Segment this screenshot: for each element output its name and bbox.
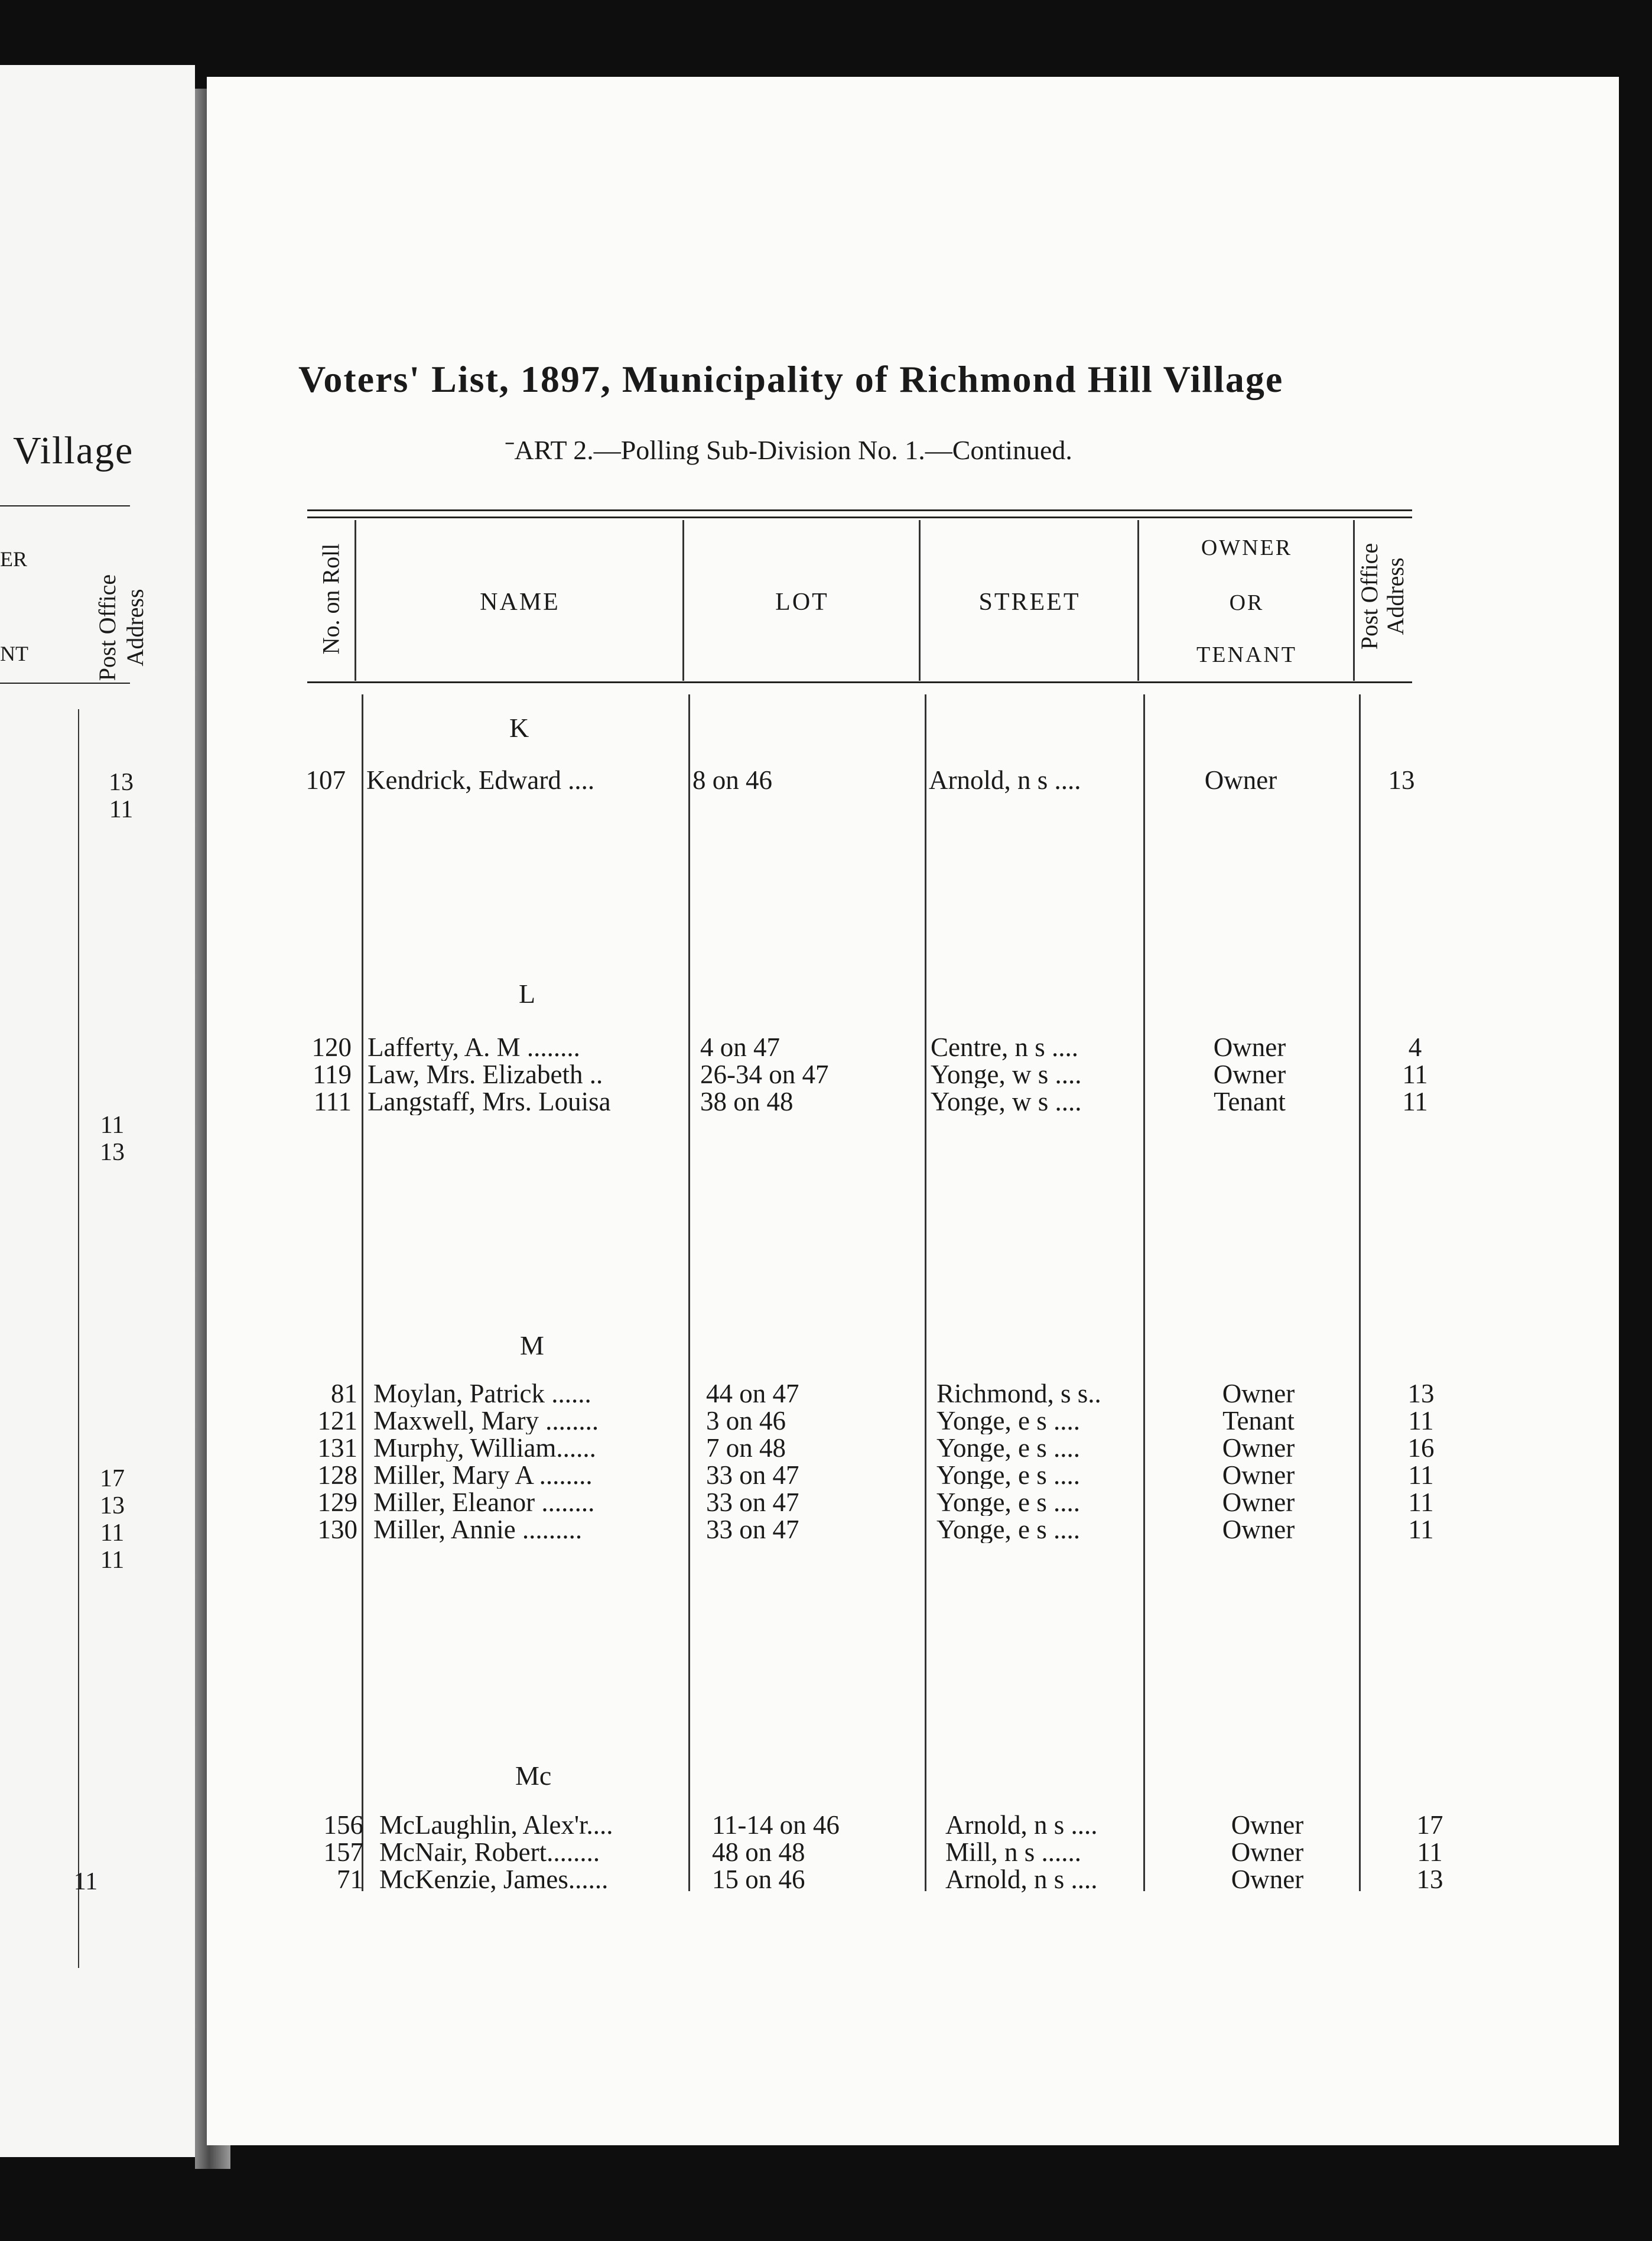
- street: Arnold, n s ....: [945, 1866, 1098, 1893]
- previous-page-fragment: [0, 65, 195, 2157]
- street: Centre, n s ....: [931, 1034, 1078, 1061]
- section-letter-k: K: [509, 713, 529, 743]
- owner-or-tenant: Owner: [1222, 1487, 1295, 1517]
- lot: 33 on 47: [706, 1515, 799, 1544]
- voter-name: McKenzie, James......: [379, 1866, 609, 1893]
- street: Yonge, e s ....: [936, 1434, 1080, 1461]
- left-post-office-header: [93, 539, 149, 716]
- voter-name: McNair, Robert........: [379, 1839, 600, 1866]
- roll-number: 129: [317, 1487, 357, 1517]
- lot: 26-34 on 47: [700, 1060, 829, 1089]
- post-office-address: 11: [1402, 1087, 1428, 1116]
- owner-or-tenant: Owner: [1222, 1460, 1295, 1490]
- voter-name: Moylan, Patrick ......: [373, 1380, 591, 1407]
- left-po-value: 11: [73, 1868, 98, 1895]
- header-owner: OWNER: [1201, 535, 1293, 560]
- owner-or-tenant: Owner: [1231, 1810, 1304, 1840]
- voter-name: McLaughlin, Alex'r....: [379, 1811, 613, 1839]
- post-office-address: 11: [1417, 1837, 1443, 1867]
- lot: 38 on 48: [700, 1087, 794, 1116]
- owner-or-tenant: Owner: [1222, 1515, 1295, 1544]
- table-top-rule: [307, 509, 1412, 511]
- owner-or-tenant: Owner: [1231, 1837, 1304, 1867]
- column-rule-lot: [688, 694, 690, 1891]
- owner-or-tenant: Owner: [1231, 1865, 1304, 1894]
- post-office-address: 4: [1408, 1032, 1422, 1062]
- street: Yonge, e s ....: [936, 1489, 1080, 1516]
- header-no-on-roll: No. on Roll: [317, 543, 344, 655]
- owner-or-tenant: Owner: [1222, 1433, 1295, 1463]
- left-po-value: 13: [100, 1139, 125, 1166]
- header-street: STREET: [978, 589, 1081, 616]
- roll-number: 119: [313, 1060, 352, 1089]
- left-po-value: 13: [100, 1492, 125, 1519]
- street: Yonge, e s ....: [936, 1516, 1080, 1543]
- post-office-address: 13: [1407, 1379, 1435, 1408]
- roll-number: 128: [317, 1460, 357, 1490]
- lot: 33 on 47: [706, 1460, 799, 1490]
- header-name: NAME: [480, 589, 560, 616]
- lot: 48 on 48: [712, 1837, 805, 1867]
- left-header-rule: [0, 505, 130, 506]
- column-rule-po: [1359, 694, 1361, 1891]
- voter-name: Lafferty, A. M ........: [368, 1034, 580, 1061]
- roll-number: 157: [323, 1837, 363, 1867]
- post-office-address: 11: [1408, 1406, 1434, 1435]
- roll-number: 111: [313, 1087, 352, 1116]
- header-post-office: Post Office: [1356, 543, 1383, 650]
- owner-or-tenant: Owner: [1213, 1032, 1286, 1062]
- left-header-fragment-2: NT: [0, 642, 28, 665]
- post-office-address: 13: [1388, 765, 1415, 795]
- left-page-title-fragment: Village: [13, 429, 134, 472]
- voter-name: Miller, Mary A ........: [373, 1461, 593, 1489]
- left-header-bottom-rule: [0, 683, 130, 684]
- owner-or-tenant: Tenant: [1222, 1406, 1295, 1435]
- street: Yonge, w s ....: [931, 1088, 1082, 1115]
- section-letter-m: M: [520, 1330, 544, 1360]
- table-header-bottom-rule: [307, 681, 1412, 683]
- post-office-address: 11: [1408, 1515, 1434, 1544]
- roll-number: 130: [317, 1515, 357, 1544]
- page-title: Voters' List, 1897, Municipality of Richmond Hill Village: [298, 358, 1284, 400]
- post-office-address: 17: [1416, 1810, 1443, 1840]
- lot: 4 on 47: [700, 1032, 780, 1062]
- left-po-value: 11: [109, 796, 134, 823]
- lot: 3 on 46: [706, 1406, 786, 1435]
- header-lot: LOT: [775, 589, 829, 616]
- roll-number: 121: [317, 1406, 357, 1435]
- roll-number: 156: [323, 1810, 363, 1840]
- roll-number: 107: [305, 765, 346, 795]
- post-office-address: 16: [1407, 1433, 1435, 1463]
- left-post-office-label: Post Office: [94, 574, 121, 681]
- header-divider: [355, 520, 356, 681]
- header-tenant: TENANT: [1196, 642, 1297, 667]
- voter-name: Law, Mrs. Elizabeth ..: [368, 1061, 603, 1088]
- column-rule-street: [925, 694, 926, 1891]
- post-office-address: 11: [1408, 1460, 1434, 1490]
- lot: 11-14 on 46: [712, 1810, 840, 1840]
- street: Yonge, e s ....: [936, 1407, 1080, 1434]
- left-po-value: 11: [100, 1112, 125, 1139]
- header-divider: [682, 520, 684, 681]
- owner-or-tenant: Owner: [1213, 1060, 1286, 1089]
- section-letter-mc: Mc: [515, 1761, 552, 1791]
- table-top-rule-double: [307, 517, 1412, 518]
- column-rule-owner: [1143, 694, 1145, 1891]
- street: Arnold, n s ....: [929, 767, 1081, 794]
- left-po-value: 11: [100, 1519, 125, 1547]
- owner-or-tenant: Owner: [1204, 765, 1277, 795]
- street: Yonge, w s ....: [931, 1061, 1082, 1088]
- voter-name: Kendrick, Edward ....: [366, 767, 595, 794]
- section-letter-l: L: [519, 979, 536, 1009]
- voter-name: Miller, Annie .........: [373, 1516, 583, 1543]
- header-post-office-address: [1357, 508, 1409, 685]
- header-divider: [1137, 520, 1139, 681]
- left-po-value: 17: [100, 1465, 125, 1492]
- street: Yonge, e s ....: [936, 1461, 1080, 1489]
- left-address-label: Address: [122, 589, 148, 667]
- voter-name: Langstaff, Mrs. Louisa: [368, 1088, 611, 1115]
- lot: 8 on 46: [692, 765, 772, 795]
- post-office-address: 13: [1416, 1865, 1443, 1894]
- owner-or-tenant: Tenant: [1214, 1087, 1286, 1116]
- left-header-fragment-1: ER: [0, 547, 28, 571]
- lot: 7 on 48: [706, 1433, 786, 1463]
- voter-name: Miller, Eleanor ........: [373, 1489, 595, 1516]
- left-po-value: 11: [100, 1547, 125, 1574]
- lot: 33 on 47: [706, 1487, 799, 1517]
- left-po-value: 13: [109, 769, 134, 796]
- roll-number: 81: [331, 1379, 357, 1408]
- voter-name: Murphy, William......: [373, 1434, 596, 1461]
- voter-name: Maxwell, Mary ........: [373, 1407, 599, 1434]
- post-office-address: 11: [1402, 1060, 1428, 1089]
- street: Mill, n s ......: [945, 1839, 1082, 1866]
- street: Arnold, n s ....: [945, 1811, 1098, 1839]
- lot: 15 on 46: [712, 1865, 805, 1894]
- lot: 44 on 47: [706, 1379, 799, 1408]
- owner-or-tenant: Owner: [1222, 1379, 1295, 1408]
- header-or: OR: [1229, 590, 1264, 615]
- roll-number: 120: [311, 1032, 352, 1062]
- roll-number: 71: [337, 1865, 363, 1894]
- page-subtitle: ˉART 2.—Polling Sub-Division No. 1.—Continued.: [505, 435, 1072, 465]
- header-divider: [1353, 520, 1355, 681]
- header-address: Address: [1382, 557, 1409, 635]
- street: Richmond, s s..: [936, 1380, 1101, 1407]
- post-office-address: 11: [1408, 1487, 1434, 1517]
- left-column-rule: [78, 709, 79, 1968]
- roll-number: 131: [317, 1433, 357, 1463]
- column-rule-name: [362, 694, 363, 1891]
- header-divider: [919, 520, 921, 681]
